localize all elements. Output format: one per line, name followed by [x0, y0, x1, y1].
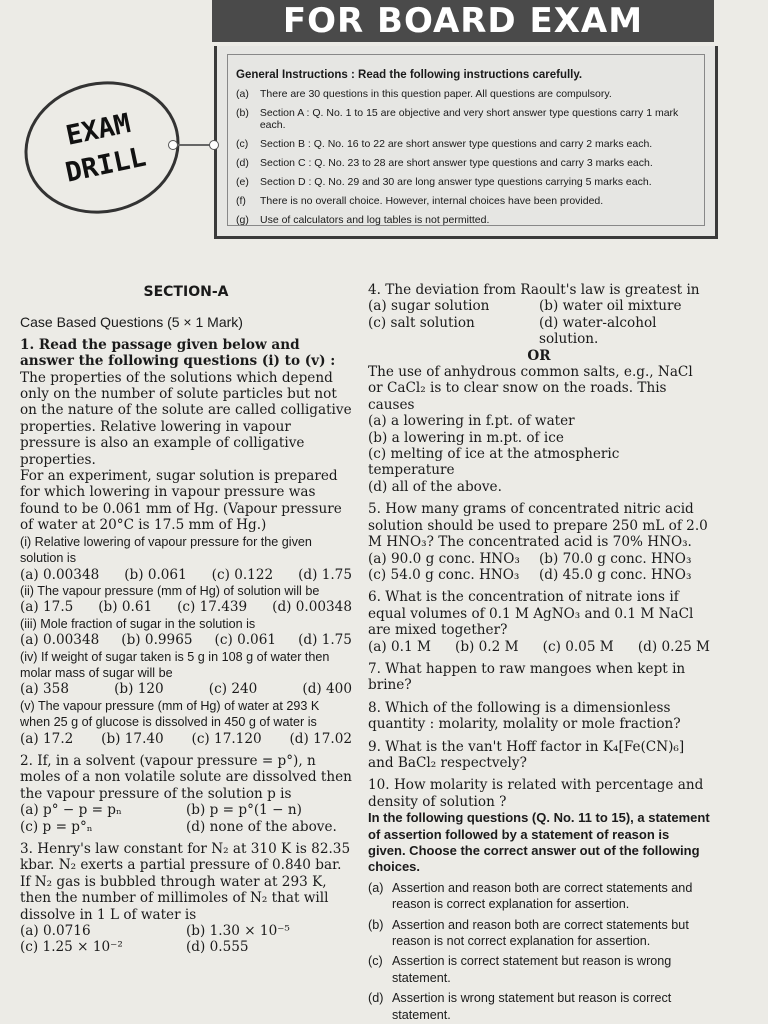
options-row: (c) 54.0 g conc. HNO₃ (d) 45.0 g conc. HNO₃ — [368, 566, 692, 583]
question-3: 3. Henry's law constant for N₂ at 310 K is 82.35 kbar. N₂ exerts a partial pressure of 0.840 bar. If N₂ gas is bubbled through water at 293 K, then the number of millimoles of N₂ that will dissolve in 1 L of water is — [20, 841, 351, 923]
stamp-line-2: DRILL — [62, 141, 149, 189]
banner-title: FOR BOARD EXAM — [212, 0, 714, 42]
assertion-option: (a) Assertion and reason both are correct statements and reason is correct explanation for assertion. — [368, 880, 693, 912]
instruction-item: (f) There is no overall choice. However, internal choices have been provided. — [236, 195, 604, 207]
question-9: 9. What is the van't Hoff factor in K₄[Fe(CN)₆] and BaCl₂ respectvely? — [368, 738, 685, 771]
instruction-item: (g) Use of calculators and log tables is not permitted. — [236, 214, 490, 226]
sub-question: (v) The vapour pressure (mm of Hg) of water at 293 K when 25 g of glucose is dissolved in 450 g of water is — [20, 698, 320, 730]
options-row: (a) 17.2 (b) 17.40 (c) 17.120 (d) 17.02 — [20, 730, 352, 747]
options-row: (c) salt solution (d) water-alcohol solution. — [368, 314, 657, 348]
assertion-option: (c) Assertion is correct statement but reason is wrong statement. — [368, 954, 672, 985]
option: (c) melting of ice at the atmospheric temperature — [368, 446, 620, 479]
options-row: (c) p = p°ₙ (d) none of the above. — [20, 818, 337, 835]
case-based-heading: Case Based Questions (5 × 1 Mark) — [20, 314, 243, 331]
instruction-item: (e) Section D : Q. No. 29 and 30 are long answer type questions carrying 5 marks each. — [236, 176, 652, 188]
options-row: (a) 0.1 M (b) 0.2 M (c) 0.05 M (d) 0.25 M — [368, 638, 710, 655]
sub-question: (i) Relative lowering of vapour pressure for the given solution is — [20, 534, 312, 566]
assertion-option: (b) Assertion and reason both are correct statements but reason is not correct explanation for assertion. — [368, 917, 689, 949]
question-10: 10. How molarity is related with percentage and density of solution ? — [368, 777, 704, 810]
instruction-item: (a) There are 30 questions in this question paper. All questions are compulsory. — [236, 88, 612, 100]
general-instructions-box — [214, 46, 718, 239]
left-column — [20, 282, 352, 956]
options-row: (a) 0.00348 (b) 0.9965 (c) 0.061 (d) 1.75 — [20, 632, 352, 649]
question-4-alternate: The use of anhydrous common salts, e.g., NaCl or CaCl₂ is to clear snow on the roads. This causes — [368, 364, 693, 413]
connector-dot — [168, 140, 178, 150]
connector-dot — [209, 140, 219, 150]
instruction-item: (c) Section B : Q. No. 16 to 22 are short answer type questions and carry 2 marks each. — [236, 138, 653, 150]
options-row: (c) 1.25 × 10⁻² (d) 0.555 — [20, 939, 249, 956]
instructions-frame — [227, 54, 705, 226]
or-divider: OR — [527, 347, 551, 364]
options-row: (a) sugar solution (b) water oil mixture — [368, 298, 682, 315]
option: (b) a lowering in m.pt. of ice — [368, 429, 564, 446]
options-row: (a) 0.0716 (b) 1.30 × 10⁻⁵ — [20, 923, 290, 940]
sub-question: (iii) Mole fraction of sugar in the solution is — [20, 616, 256, 631]
question-6: 6. What is the concentration of nitrate ions if equal volumes of 0.1 M AgNO₃ and 0.1 M NaCl are mixed together? — [368, 589, 694, 639]
question-2: 2. If, in a solvent (vapour pressure = p°), n moles of a non volatile solute are dissolved then the vapour pressure of the solution p is — [20, 752, 352, 802]
question-7: 7. What happen to raw mangoes when kept in brine? — [368, 660, 686, 694]
instruction-item: (d) Section C : Q. No. 23 to 28 are short answer type questions and carry 3 marks each. — [236, 157, 653, 169]
options-row: (a) 358 (b) 120 (c) 240 (d) 400 — [20, 681, 352, 698]
options-row: (a) 17.5 (b) 0.61 (c) 17.439 (d) 0.00348 — [20, 599, 352, 616]
question-4: 4. The deviation from Raoult's law is greatest in — [368, 282, 700, 298]
assertion-option: (d) Assertion is wrong statement but reason is correct statement. — [368, 991, 672, 1022]
passage-paragraph: The properties of the solutions which depend only on the number of solute particles but not on the nature of the solute are called colligative properties. Relative lowering in vapour pressure is also an example of colligative properties. — [20, 369, 352, 468]
stamp-line-1: EXAM — [63, 107, 134, 152]
exam-drill-stamp — [12, 67, 192, 228]
section-heading: SECTION-A — [143, 284, 229, 300]
options-row: (a) 0.00348 (b) 0.061 (c) 0.122 (d) 1.75 — [20, 566, 352, 583]
passage-paragraph: For an experiment, sugar solution is prepared for which lowering in vapour pressure was found to be 0.061 mm of Hg. (Vapour pressure of water at 20°C is 17.5 mm of Hg.) — [20, 468, 342, 534]
instruction-item: (b) Section A : Q. No. 1 to 15 are objective and very short answer type questions carry 1 mark each. — [236, 107, 679, 131]
question-8: 8. Which of the following is a dimensionless quantity : molarity, molality or mole fraction? — [368, 699, 681, 733]
option: (d) all of the above. — [368, 478, 502, 495]
assertion-reason-instructions: In the following questions (Q. No. 11 to 15), a statement of assertion followed by a statement of reason is given. Choose the correct answer out of the following choices. — [368, 810, 710, 875]
sub-question: (iv) If weight of sugar taken is 5 g in 108 g of water then molar mass of sugar will be — [20, 649, 330, 680]
options-row: (a) 90.0 g conc. HNO₃ (b) 70.0 g conc. HNO₃ — [368, 550, 692, 567]
question-5: 5. How many grams of concentrated nitric acid solution should be used to prepare 250 mL of 2.0 M HNO₃? The concentrated acid is 70% HNO₃. — [368, 501, 708, 551]
option: (a) a lowering in f.pt. of water — [368, 413, 575, 430]
options-row: (a) p° − p = pₙ (b) p = p°(1 − n) — [20, 802, 302, 819]
sub-question: (ii) The vapour pressure (mm of Hg) of solution will be — [20, 583, 320, 598]
right-column — [368, 282, 710, 1023]
question-1: 1. Read the passage given below and answer the following questions (i) to (v) : — [20, 336, 336, 370]
instructions-title: General Instructions : Read the following instructions carefully. — [236, 69, 583, 81]
